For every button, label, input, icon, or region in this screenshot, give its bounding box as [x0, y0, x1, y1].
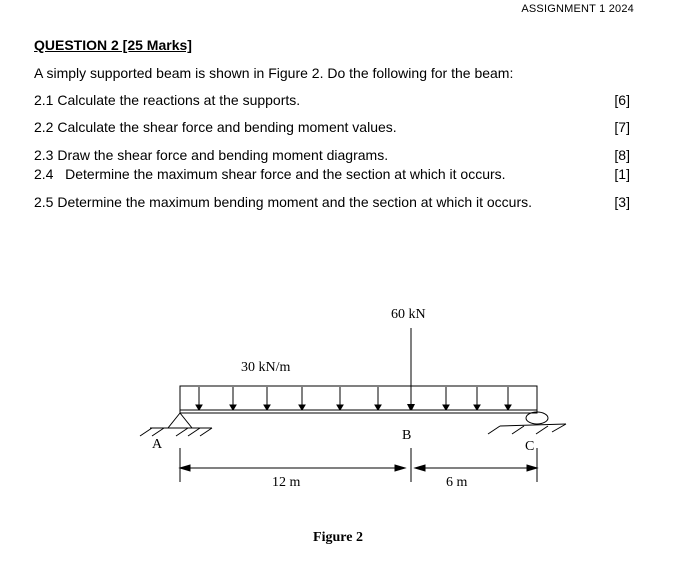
point-load-label: 60 kN [391, 307, 426, 322]
pin-support-a [140, 413, 212, 436]
task-marks: [7] [614, 119, 630, 135]
task-text: 2.1 Calculate the reactions at the supports. [34, 92, 301, 108]
span-ab-label: 12 m [272, 475, 301, 490]
question-title: QUESTION 2 [25 Marks] [34, 37, 192, 53]
beam [180, 410, 537, 413]
udl-label: 30 kN/m [241, 360, 291, 375]
label-a: A [152, 437, 163, 452]
label-c: C [525, 439, 535, 454]
task-text: 2.3 Draw the shear force and bending moment diagrams. [34, 147, 389, 163]
question-intro: A simply supported beam is shown in Figure 2. Do the following for the beam: [34, 65, 514, 81]
udl-arrows [196, 387, 511, 410]
span-bc-label: 6 m [446, 475, 468, 490]
task-text: 2.2 Calculate the shear force and bending moment values. [34, 119, 397, 135]
figure-caption-text: Figure 2 [313, 530, 363, 545]
task-marks: [8] [614, 147, 630, 163]
task-marks: [3] [614, 194, 630, 210]
figure-caption [0, 530, 676, 546]
task-marks: [1] [614, 166, 630, 182]
assignment-header: ASSIGNMENT 1 2024 [521, 3, 634, 15]
task-marks: [6] [614, 92, 630, 108]
roller-support-c [488, 412, 566, 434]
task-text: 2.4 Determine the maximum shear force and the section at which it occurs. [34, 166, 506, 182]
task-text: 2.5 Determine the maximum bending moment and the section at which it occurs. [34, 194, 533, 210]
dimension-lines [180, 448, 537, 482]
label-b: B [402, 428, 412, 443]
